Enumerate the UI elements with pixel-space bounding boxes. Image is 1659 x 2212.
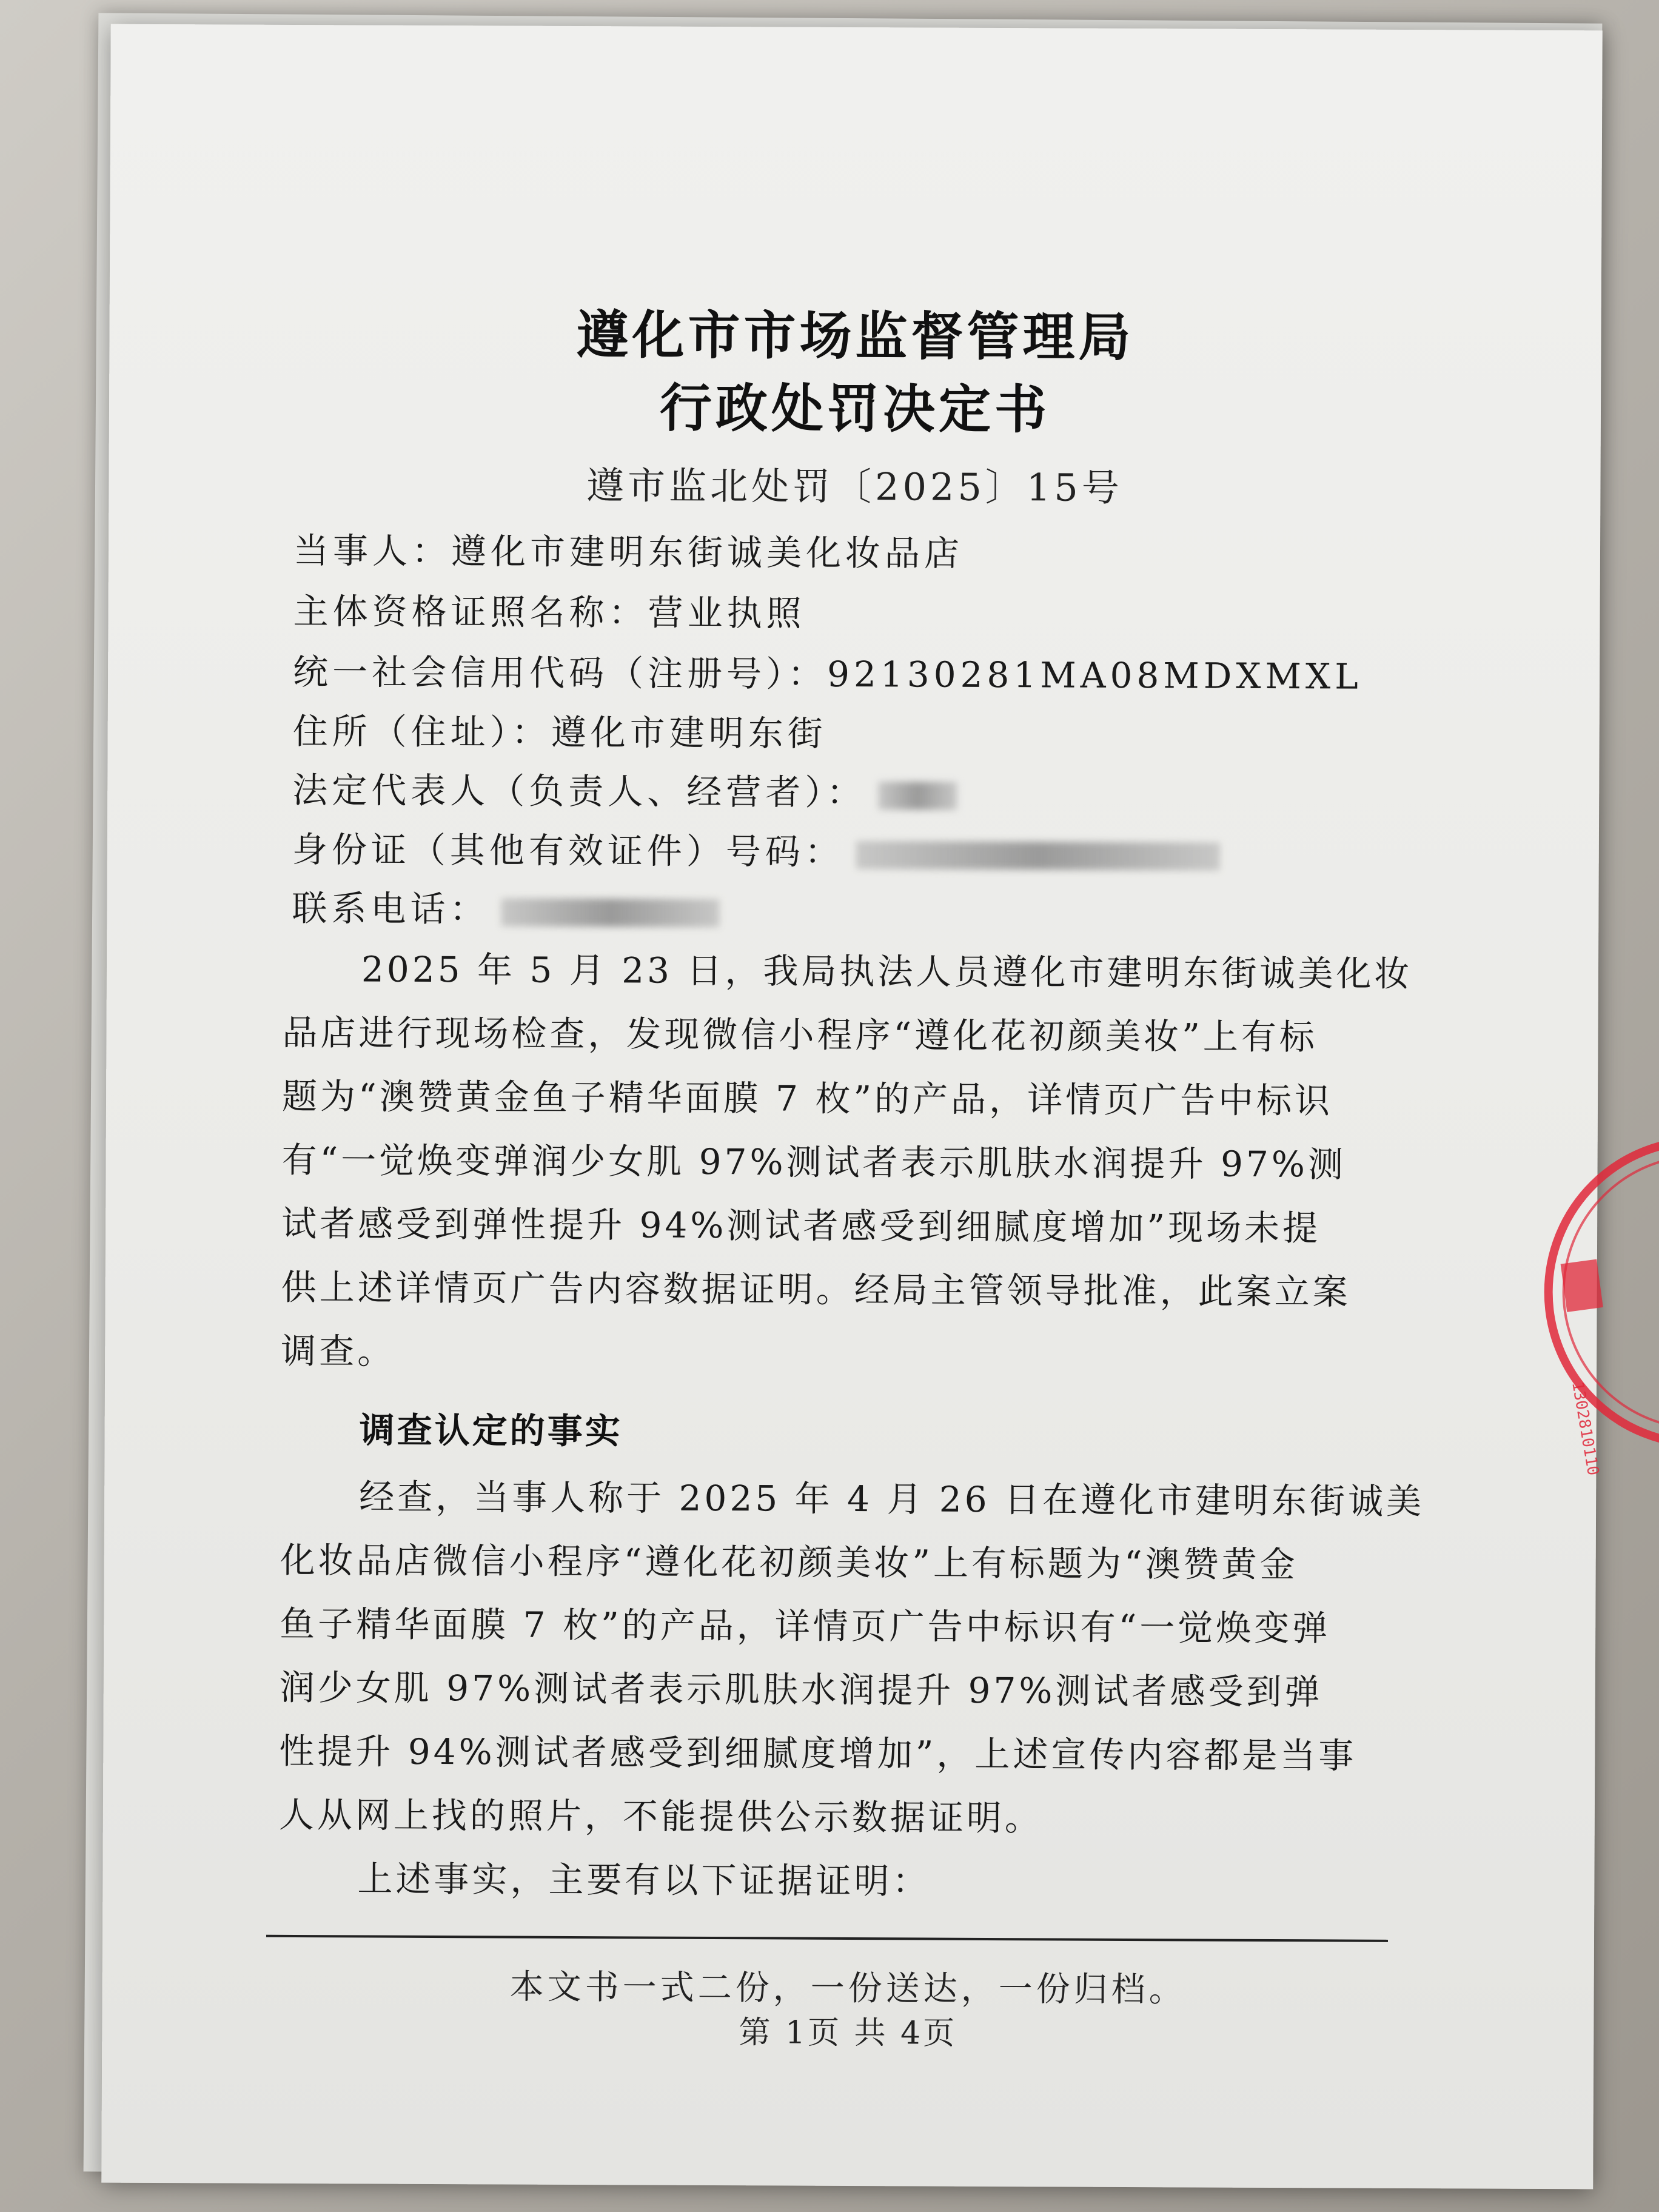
paragraph-line: 人从网上找的照片，不能提供公示数据证明。 [278, 1794, 1044, 1839]
paragraph-line: 润少女肌 97%测试者表示肌肤水润提升 97%测试者感受到弹 [279, 1666, 1323, 1713]
redacted-id-number [856, 841, 1220, 871]
credit-code-field [293, 643, 1362, 699]
party-field [293, 522, 964, 576]
legal-rep-label: 法定代表人（负责人、经营者）： [292, 769, 866, 814]
copies-note: 本文书一式二份，一份送达，一份归档。 [509, 1967, 1187, 2010]
footer-divider [266, 1935, 1388, 1942]
address-text: 住所（住址）：遵化市建明东街 [292, 710, 827, 754]
paragraph-line: 试者感受到弹性提升 94%测试者感受到细腻度增加”现场未提 [281, 1202, 1321, 1249]
document-title: 行政处罚决定书 [659, 378, 1051, 441]
svg-text:1302810110: 1302810110 [1568, 1380, 1603, 1477]
official-seal-stamp [1517, 1110, 1659, 1475]
legal-rep-field [292, 762, 957, 816]
paragraph-line: 性提升 94%测试者感受到细腻度增加”，上述宣传内容都是当事 [279, 1730, 1357, 1777]
facts-paragraph [278, 1465, 1450, 1915]
paragraph-line: 鱼子精华面膜 7 枚”的产品，详情页广告中标识有“一觉焕变弹 [280, 1603, 1331, 1649]
document-page [101, 24, 1603, 2190]
credit-code-text: 统一社会信用代码（注册号）：92130281MA08MDXMXL [292, 651, 1362, 697]
license-name-text: 主体资格证照名称：营业执照 [293, 590, 806, 634]
section-heading: 调查认定的事实 [359, 1409, 623, 1452]
paragraph-line: 调查。 [281, 1330, 396, 1372]
paragraph-line: 化妆品店微信小程序“遵化花初颜美妆”上有标题为“澳赞黄金 [280, 1539, 1298, 1586]
paragraph-line: 供上述详情页广告内容数据证明。经局主管领导批准，此案立案 [281, 1266, 1351, 1313]
issuer-title: 遵化市市场监督管理局 [576, 305, 1134, 369]
phone-label: 联系电话： [292, 887, 489, 930]
evidence-intro-line: 上述事实，主要有以下证据证明： [357, 1858, 931, 1902]
party-text: 当事人：遵化市建明东街诚美化妆品店 [293, 529, 964, 574]
document-number: 遵市监北处罚〔2025〕15号 [586, 463, 1123, 510]
redacted-name [878, 782, 957, 810]
case-paragraph [281, 937, 1453, 1388]
license-name-field [293, 583, 805, 636]
paragraph-line: 经查，当事人称于 2025 年 4 月 26 日在遵化市建明东街诚美 [359, 1476, 1425, 1523]
paragraph-line: 有“一觉焕变弹润少女肌 97%测试者表示肌肤水润提升 97%测 [281, 1139, 1347, 1185]
page-number: 第 1页 共 4页 [739, 2014, 957, 2052]
address-field [293, 703, 827, 756]
redacted-phone [501, 898, 719, 927]
id-number-label: 身份证（其他有效证件）号码： [292, 828, 844, 873]
phone-field [292, 880, 719, 933]
paragraph-line: 题为“澳赞黄金鱼子精华面膜 7 枚”的产品，详情页广告中标识 [281, 1075, 1333, 1122]
paragraph-line: 2025 年 5 月 23 日，我局执法人员遵化市建明东街诚美化妆 [361, 948, 1413, 995]
id-number-field [292, 821, 1220, 876]
paragraph-line: 品店进行现场检查，发现微信小程序“遵化花初颜美妆”上有标 [282, 1011, 1318, 1058]
